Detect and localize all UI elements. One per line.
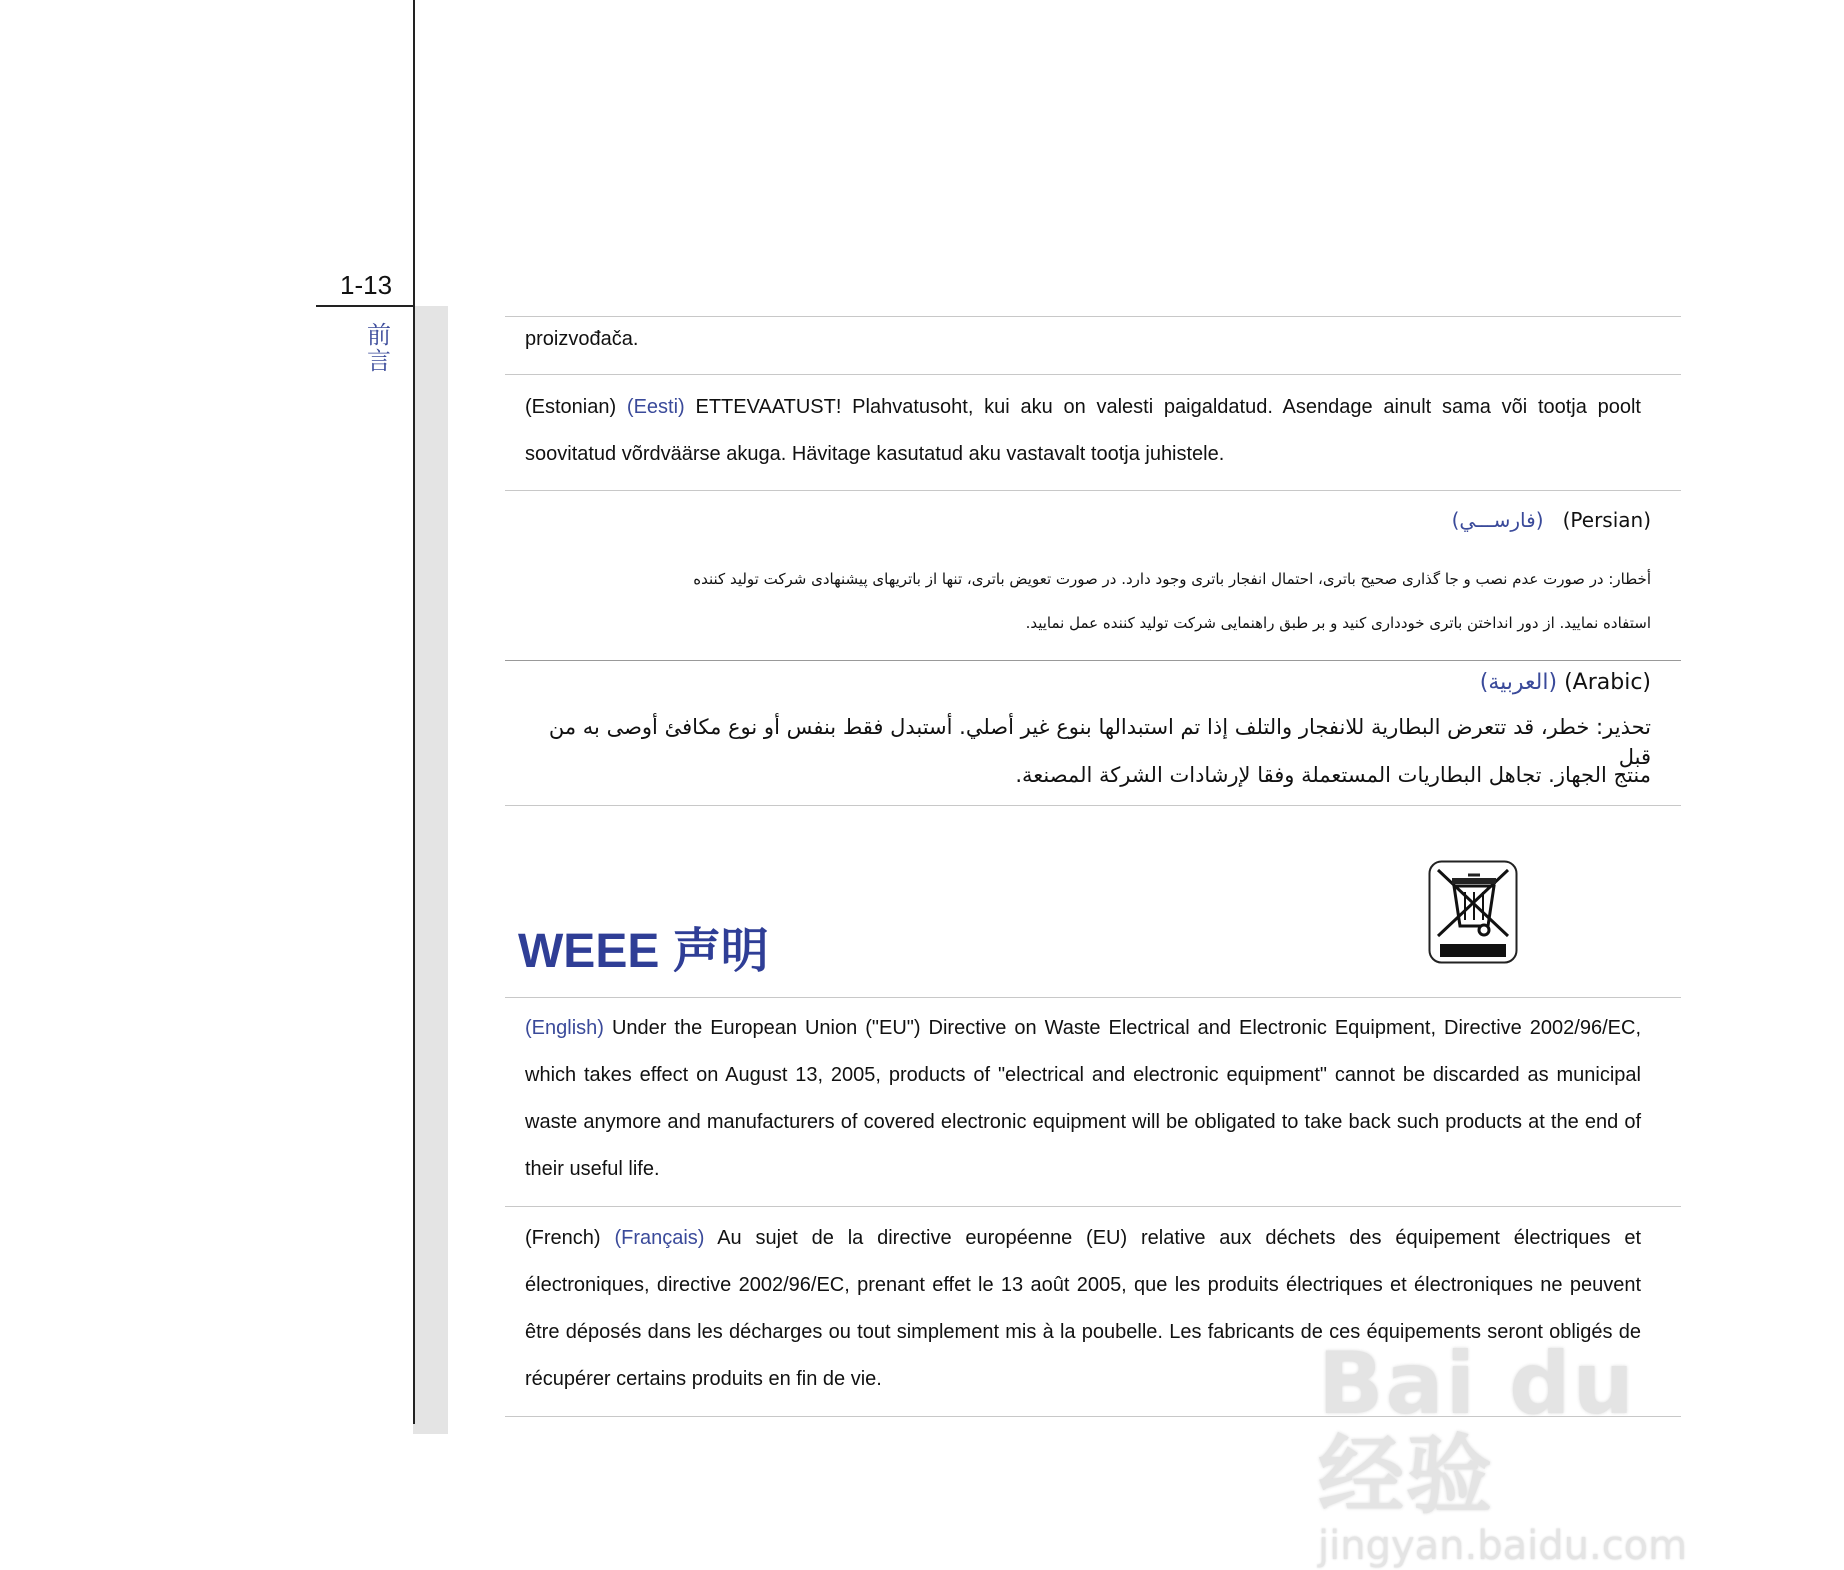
estonian-paragraph (525, 384, 1641, 478)
margin-gutter (413, 306, 448, 1434)
persian-heading (525, 508, 1651, 532)
persian-line-1: أخطار: در صورت عدم نصب و جا گذاری صحیح باتری، احتمال انفجار باتری وجود دارد. در صورت تعویض باتری، تنها از باتریهای پیشنهادی شرکت تولید کننده (693, 570, 1651, 588)
estonian-body: ETTEVAATUST! Plahvatusoht, kui aku on valesti paigaldatud. Asendage ainult sama või tootja poolt soovitatud võrdväärse akuga. Hävitage kasutatud aku vastavalt tootja juhistele. (525, 396, 1641, 465)
lang-label-en: (Estonian) (525, 396, 617, 418)
page-number-rule (316, 305, 413, 307)
page-number: 1-13 (340, 270, 393, 300)
margin-rule (413, 306, 415, 1424)
lang-label-native: (العربية) (1479, 670, 1558, 695)
divider (505, 490, 1681, 491)
lang-label-native: (فارســـي) (1451, 508, 1544, 532)
divider (505, 660, 1681, 661)
lang-label-en: (Persian) (1562, 508, 1651, 532)
lang-label-native: (Français) (614, 1227, 705, 1249)
english-paragraph (525, 1005, 1641, 1193)
lang-label-native: (Eesti) (626, 396, 685, 418)
persian-line-2: استفاده نمایید. از دور انداختن باتری خودداری کنید و بر طبق راهنمایی شرکت تولید کننده عمل نمایید. (1025, 614, 1651, 632)
watermark-logo-text: Bai du 经验 (1318, 1334, 1636, 1526)
margin-rule-top (413, 0, 415, 306)
french-body: Au sujet de la directive européenne (EU) relative aux déchets des équipement électriques et électroniques, directive 2002/96/EC, prenant effet le 13 août 2005, que les produits électriques et électroniques ne peuvent être déposés dans les décharges ou tout simplement mis à la poubelle. Les fabricants de ces équipements seront obligés de récupérer certains produits en fin de vie. (525, 1227, 1642, 1390)
baidu-jingyan-watermark (1318, 1334, 1748, 1569)
weee-title: WEEE 声明 (518, 925, 769, 978)
lang-label-native: (English) (525, 1017, 604, 1039)
arabic-line-1: تحذير: خطر، قد تتعرض البطارية للانفجار والتلف إذا تم استبدالها بنوع غير أصلي. أستبدل فقط بنفس أو نوع مكافئ أوصى به من قبل (548, 715, 1651, 769)
chapter-label: 前言 (367, 321, 391, 375)
arabic-line-2: منتج الجهاز. تجاهل البطاريات المستعملة وفقا لإرشادات الشركة المصنعة. (1015, 763, 1651, 787)
divider (505, 374, 1681, 375)
lang-label-en: (Arabic) (1564, 670, 1651, 695)
watermark-url: jingyan.baidu.com (1318, 1523, 1688, 1569)
divider (505, 997, 1681, 998)
crossed-out-wheelie-bin-icon (1428, 860, 1518, 964)
lang-label-en: (French) (525, 1227, 601, 1249)
croatian-tail-text: proizvođača. (525, 328, 639, 350)
divider (505, 805, 1681, 806)
divider (505, 1206, 1681, 1207)
english-body: Under the European Union ("EU") Directive on Waste Electrical and Electronic Equipment, Directive 2002/96/EC, which takes effect on August 13, 2005, products of "electrical and electronic equipment" cannot be discarded as municipal waste anymore and manufacturers of covered electronic equipment will be obligated to take back such products at the end of their useful life. (525, 1017, 1641, 1180)
arabic-heading (525, 670, 1651, 695)
